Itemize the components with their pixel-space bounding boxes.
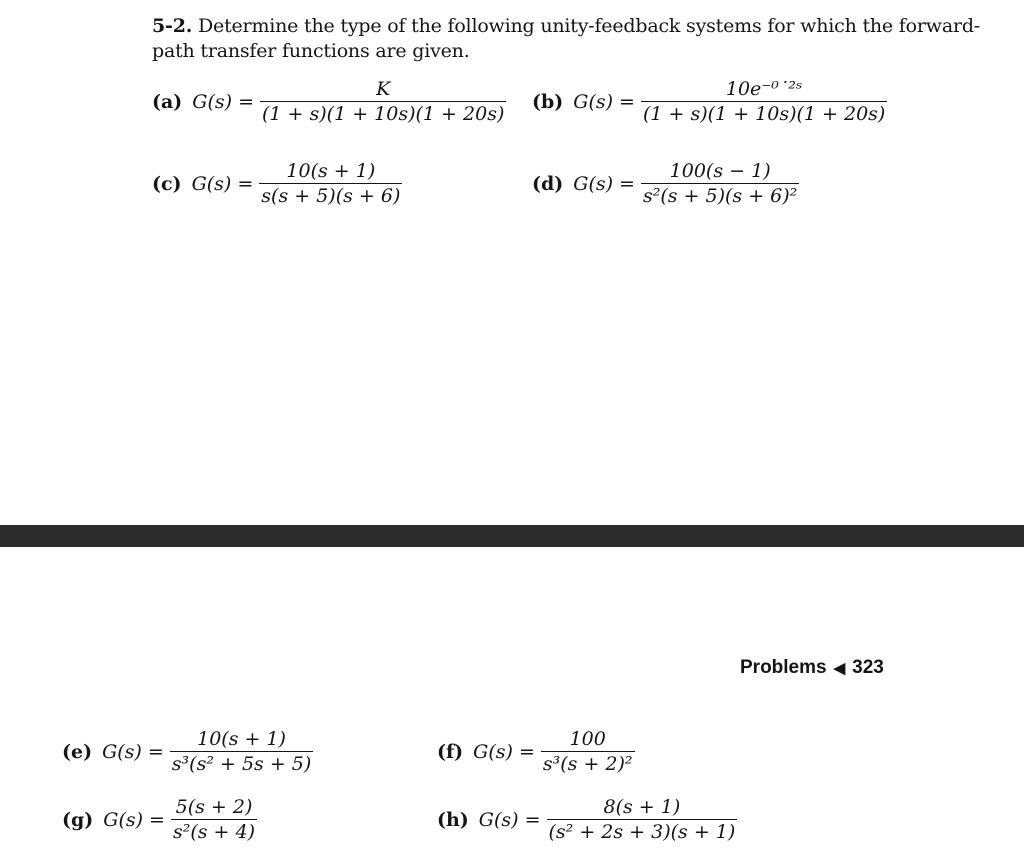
equation-label: (g): [62, 808, 94, 831]
equation-label: (h): [437, 808, 469, 831]
problem-statement: [152, 14, 1002, 64]
denominator: s(s + 5)(s + 6): [261, 185, 401, 207]
page-number: 323: [852, 657, 884, 678]
equation-lhs: G(s) =: [573, 90, 635, 113]
equation-label: (f): [437, 740, 464, 763]
problem-number: 5-2.: [152, 15, 193, 37]
fraction: [260, 78, 506, 125]
fraction: [641, 160, 799, 207]
numerator: K: [376, 78, 391, 100]
page-divider: [0, 525, 1024, 547]
equation-g: [62, 796, 257, 843]
running-head: [740, 657, 884, 679]
equation-label: (d): [532, 172, 564, 195]
fraction: [641, 78, 887, 125]
left-triangle-arrow-icon: ◀: [833, 660, 846, 677]
equation-lhs: G(s) =: [102, 740, 164, 763]
fraction: [170, 728, 314, 775]
equation-d: [532, 160, 799, 207]
equation-lhs: G(s) =: [192, 90, 255, 113]
numerator: 100: [569, 728, 606, 750]
denominator: (s² + 2s + 3)(s + 1): [548, 821, 736, 843]
equation-lhs: G(s) =: [473, 740, 535, 763]
equation-label: (e): [62, 740, 93, 763]
numerator: 10(s + 1): [286, 160, 376, 182]
numerator: 8(s + 1): [603, 796, 681, 818]
equation-lhs: G(s) =: [191, 172, 254, 195]
denominator: s³(s² + 5s + 5): [171, 753, 312, 775]
numerator: 5(s + 2): [175, 796, 253, 818]
problem-text: Determine the type of the following unity-feedback systems for which the forward-path transfer functions are given.: [152, 15, 981, 62]
equation-a: [152, 78, 506, 125]
numerator: 10(s + 1): [197, 728, 286, 750]
fraction: [171, 796, 257, 843]
equation-e: [62, 728, 313, 775]
equation-label: (a): [152, 90, 183, 113]
denominator: s²(s + 4): [172, 821, 256, 843]
fraction: [547, 796, 738, 843]
equation-label: (b): [532, 90, 564, 113]
numerator: 100(s − 1): [669, 160, 771, 182]
denominator: (1 + s)(1 + 10s)(1 + 20s): [262, 103, 505, 125]
denominator: s²(s + 5)(s + 6)²: [642, 185, 798, 207]
equation-label: (c): [152, 172, 182, 195]
fraction: [541, 728, 635, 775]
denominator: (1 + s)(1 + 10s)(1 + 20s): [642, 103, 886, 125]
equation-lhs: G(s) =: [478, 808, 541, 831]
equation-lhs: G(s) =: [103, 808, 165, 831]
equation-h: [437, 796, 737, 843]
equation-b: [532, 78, 887, 125]
numerator: 10e⁻⁰˙²ˢ: [725, 78, 803, 100]
fraction: [259, 160, 402, 207]
equation-lhs: G(s) =: [573, 172, 635, 195]
equation-c: [152, 160, 402, 207]
section-title: Problems: [740, 657, 827, 678]
equation-f: [437, 728, 635, 775]
denominator: s³(s + 2)²: [542, 753, 633, 775]
